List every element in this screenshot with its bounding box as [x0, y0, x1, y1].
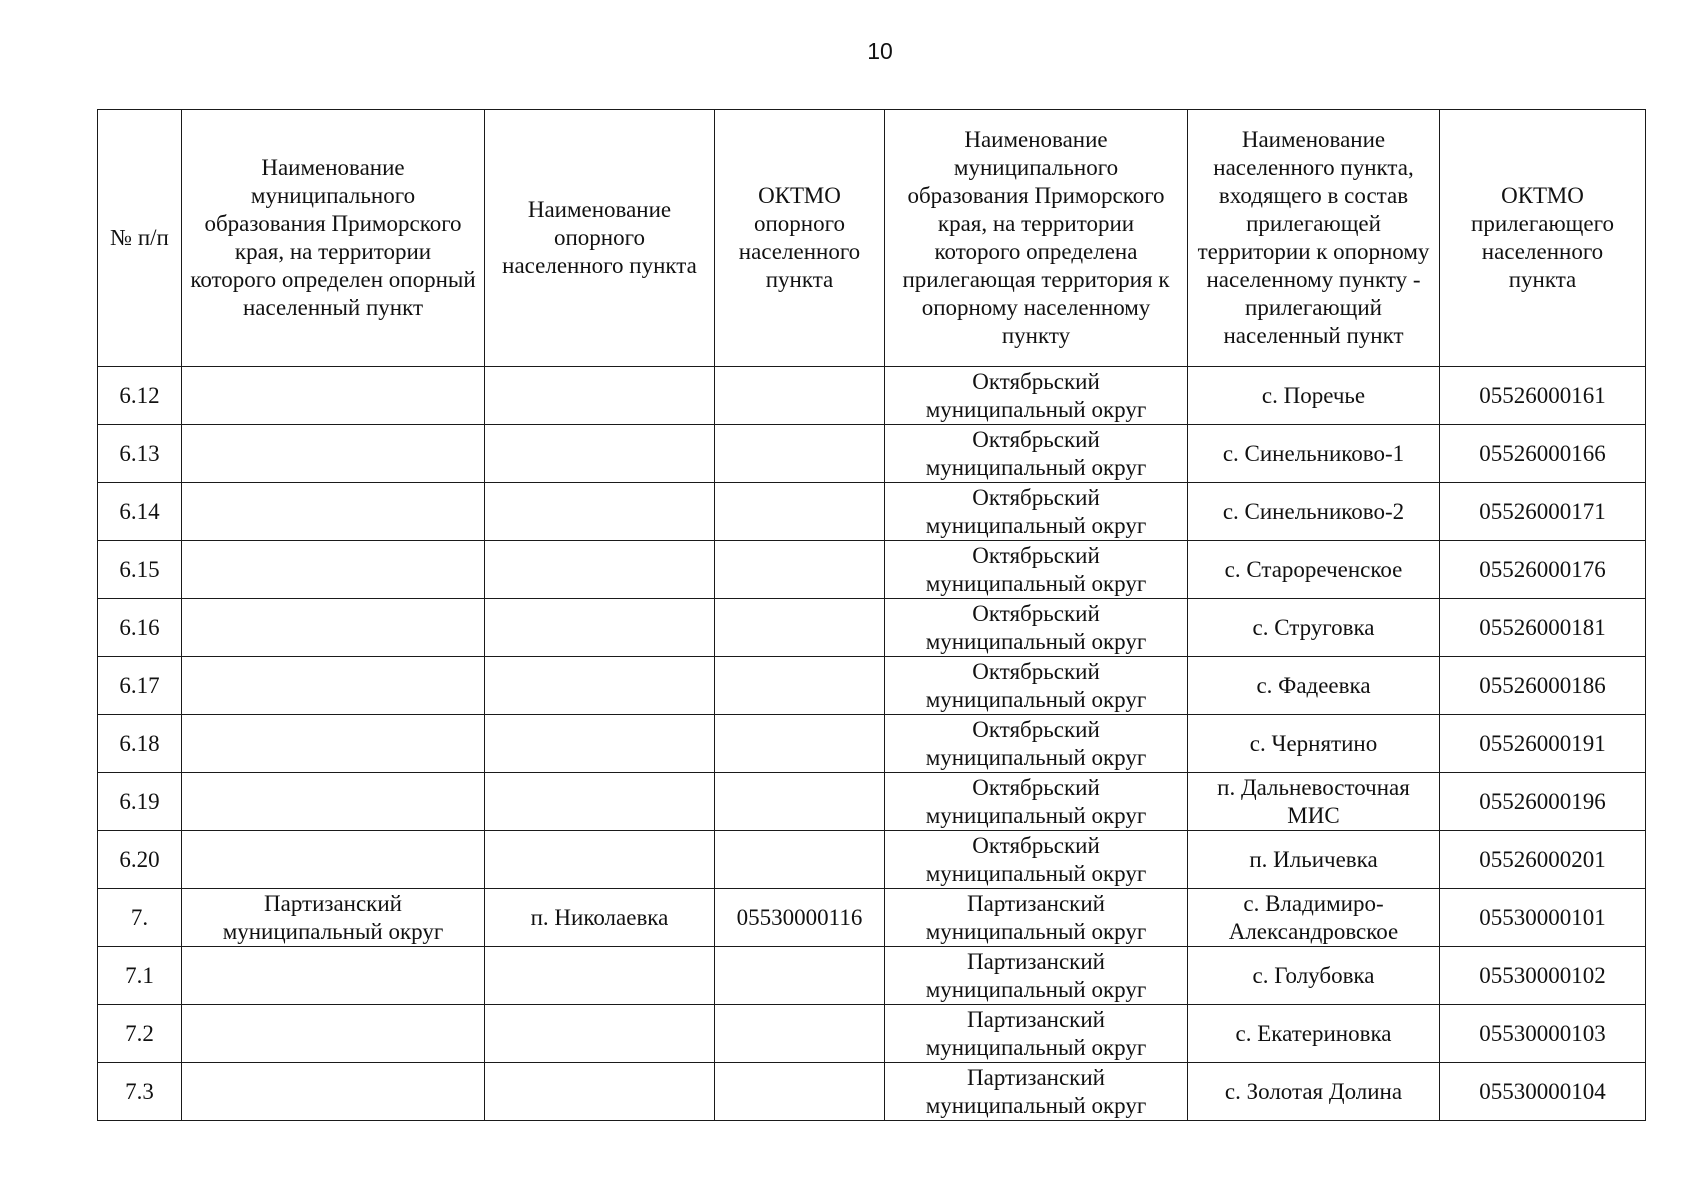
cell-row-number: 7.1	[98, 947, 182, 1005]
cell-adjacent-municipality: Октябрьский муниципальный округ	[885, 367, 1188, 425]
cell-adjacent-settlement: с. Старореченское	[1188, 541, 1440, 599]
page-number: 10	[867, 38, 893, 64]
cell-base-municipality	[182, 1063, 485, 1121]
header-row-number: № п/п	[98, 110, 182, 367]
table-row	[98, 947, 1646, 1005]
cell-adjacent-oktmo: 05530000101	[1440, 889, 1646, 947]
cell-base-oktmo	[715, 483, 885, 541]
cell-adjacent-settlement: с. Чернятино	[1188, 715, 1440, 773]
cell-adjacent-municipality: Октябрьский муниципальный округ	[885, 831, 1188, 889]
cell-base-settlement	[485, 541, 715, 599]
cell-adjacent-settlement: с. Фадеевка	[1188, 657, 1440, 715]
cell-row-number: 6.13	[98, 425, 182, 483]
cell-adjacent-municipality: Партизанский муниципальный округ	[885, 889, 1188, 947]
cell-adjacent-oktmo: 05530000103	[1440, 1005, 1646, 1063]
cell-adjacent-municipality: Партизанский муниципальный округ	[885, 1063, 1188, 1121]
cell-base-oktmo: 05530000116	[715, 889, 885, 947]
cell-row-number: 7.2	[98, 1005, 182, 1063]
cell-adjacent-oktmo: 05526000201	[1440, 831, 1646, 889]
cell-base-settlement	[485, 715, 715, 773]
cell-base-settlement	[485, 831, 715, 889]
cell-adjacent-municipality: Октябрьский муниципальный округ	[885, 657, 1188, 715]
cell-base-oktmo	[715, 541, 885, 599]
cell-adjacent-oktmo: 05526000161	[1440, 367, 1646, 425]
table-row	[98, 367, 1646, 425]
cell-base-municipality	[182, 541, 485, 599]
cell-base-municipality	[182, 425, 485, 483]
cell-base-oktmo	[715, 425, 885, 483]
cell-row-number: 6.17	[98, 657, 182, 715]
cell-adjacent-settlement: п. Дальневосточная МИС	[1188, 773, 1440, 831]
cell-base-municipality	[182, 1005, 485, 1063]
cell-base-settlement: п. Николаевка	[485, 889, 715, 947]
table-row	[98, 599, 1646, 657]
settlements-table	[97, 109, 1646, 1121]
cell-base-municipality	[182, 773, 485, 831]
table-row	[98, 889, 1646, 947]
cell-adjacent-settlement: с. Голубовка	[1188, 947, 1440, 1005]
cell-adjacent-oktmo: 05526000196	[1440, 773, 1646, 831]
cell-adjacent-oktmo: 05526000176	[1440, 541, 1646, 599]
table-row	[98, 715, 1646, 773]
cell-base-municipality	[182, 947, 485, 1005]
cell-base-settlement	[485, 1005, 715, 1063]
table-row	[98, 831, 1646, 889]
cell-adjacent-municipality: Октябрьский муниципальный округ	[885, 425, 1188, 483]
cell-adjacent-municipality: Октябрьский муниципальный округ	[885, 483, 1188, 541]
cell-adjacent-municipality: Партизанский муниципальный округ	[885, 1005, 1188, 1063]
cell-adjacent-oktmo: 05526000186	[1440, 657, 1646, 715]
cell-adjacent-settlement: с. Синельниково-2	[1188, 483, 1440, 541]
cell-adjacent-settlement: с. Поречье	[1188, 367, 1440, 425]
header-row	[98, 110, 1646, 367]
cell-adjacent-settlement: с. Екатериновка	[1188, 1005, 1440, 1063]
cell-base-municipality: Партизанский муниципальный округ	[182, 889, 485, 947]
cell-base-municipality	[182, 483, 485, 541]
header-adjacent-settlement: Наименование населенного пункта, входящего в состав прилегающей территории к опорному населенному пункту - прилегающий населенный пункт	[1188, 110, 1440, 367]
cell-base-oktmo	[715, 1005, 885, 1063]
cell-row-number: 6.16	[98, 599, 182, 657]
cell-row-number: 6.15	[98, 541, 182, 599]
cell-adjacent-municipality: Октябрьский муниципальный округ	[885, 541, 1188, 599]
cell-row-number: 6.18	[98, 715, 182, 773]
table-row	[98, 657, 1646, 715]
header-adjacent-municipality: Наименование муниципального образования Приморского края, на территории которого определена прилегающая территория к опорному населенному пункту	[885, 110, 1188, 367]
table-row	[98, 1005, 1646, 1063]
header-base-municipality: Наименование муниципального образования Приморского края, на территории которого определен опорный населенный пункт	[182, 110, 485, 367]
table-row	[98, 773, 1646, 831]
cell-adjacent-oktmo: 05530000104	[1440, 1063, 1646, 1121]
cell-base-settlement	[485, 425, 715, 483]
cell-adjacent-settlement: с. Владимиро-Александровское	[1188, 889, 1440, 947]
cell-base-settlement	[485, 947, 715, 1005]
cell-adjacent-settlement: с. Золотая Долина	[1188, 1063, 1440, 1121]
cell-base-settlement	[485, 483, 715, 541]
cell-row-number: 7.3	[98, 1063, 182, 1121]
cell-adjacent-municipality: Октябрьский муниципальный округ	[885, 715, 1188, 773]
cell-adjacent-oktmo: 05526000171	[1440, 483, 1646, 541]
cell-row-number: 7.	[98, 889, 182, 947]
cell-adjacent-oktmo: 05526000166	[1440, 425, 1646, 483]
cell-base-oktmo	[715, 773, 885, 831]
header-adjacent-oktmo: ОКТМО прилегающего населенного пункта	[1440, 110, 1646, 367]
cell-base-settlement	[485, 773, 715, 831]
header-base-settlement: Наименование опорного населенного пункта	[485, 110, 715, 367]
cell-base-municipality	[182, 715, 485, 773]
cell-base-settlement	[485, 599, 715, 657]
table-row	[98, 483, 1646, 541]
cell-base-municipality	[182, 831, 485, 889]
cell-adjacent-settlement: п. Ильичевка	[1188, 831, 1440, 889]
cell-row-number: 6.19	[98, 773, 182, 831]
cell-base-oktmo	[715, 1063, 885, 1121]
cell-base-municipality	[182, 599, 485, 657]
cell-base-municipality	[182, 657, 485, 715]
table-header	[98, 110, 1646, 367]
cell-base-oktmo	[715, 599, 885, 657]
table-row	[98, 541, 1646, 599]
table-row	[98, 1063, 1646, 1121]
cell-base-oktmo	[715, 657, 885, 715]
cell-row-number: 6.20	[98, 831, 182, 889]
cell-base-settlement	[485, 657, 715, 715]
cell-adjacent-municipality: Партизанский муниципальный округ	[885, 947, 1188, 1005]
cell-adjacent-municipality: Октябрьский муниципальный округ	[885, 773, 1188, 831]
cell-row-number: 6.12	[98, 367, 182, 425]
cell-row-number: 6.14	[98, 483, 182, 541]
cell-base-oktmo	[715, 715, 885, 773]
table-row	[98, 425, 1646, 483]
cell-base-municipality	[182, 367, 485, 425]
cell-adjacent-settlement: с. Струговка	[1188, 599, 1440, 657]
cell-adjacent-settlement: с. Синельниково-1	[1188, 425, 1440, 483]
header-base-oktmo: ОКТМО опорного населенного пункта	[715, 110, 885, 367]
cell-adjacent-oktmo: 05526000191	[1440, 715, 1646, 773]
cell-base-settlement	[485, 1063, 715, 1121]
cell-base-oktmo	[715, 947, 885, 1005]
cell-adjacent-municipality: Октябрьский муниципальный округ	[885, 599, 1188, 657]
table-body	[98, 367, 1646, 1121]
cell-base-oktmo	[715, 367, 885, 425]
cell-base-settlement	[485, 367, 715, 425]
cell-base-oktmo	[715, 831, 885, 889]
cell-adjacent-oktmo: 05530000102	[1440, 947, 1646, 1005]
cell-adjacent-oktmo: 05526000181	[1440, 599, 1646, 657]
